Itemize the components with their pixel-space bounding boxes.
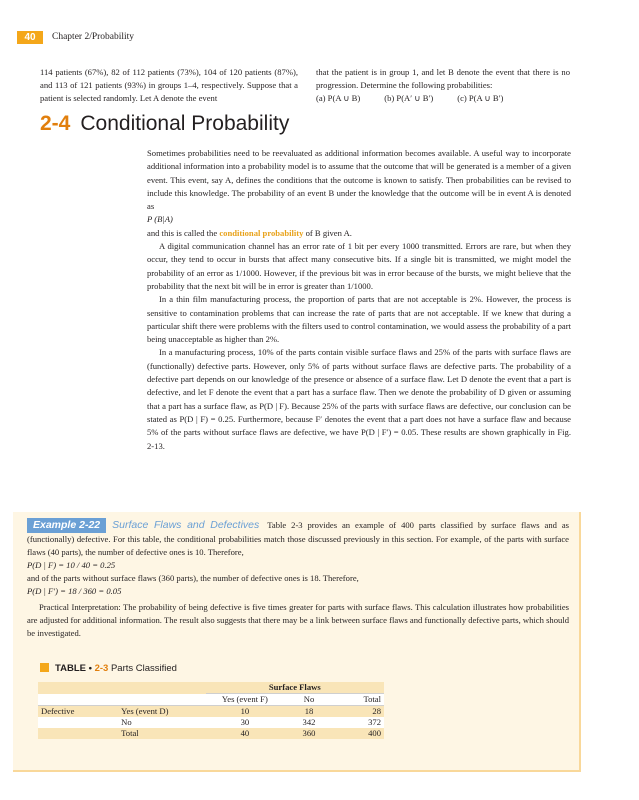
section-body	[147, 147, 571, 453]
key-term: conditional probability	[219, 227, 304, 238]
col-header: No	[303, 694, 315, 704]
example-paragraph: and of the parts without surface flaws (360 parts), the number of defective ones is 18. Therefore,	[27, 573, 359, 583]
group-header: Surface Flaws	[206, 682, 384, 694]
row-label: No	[121, 717, 132, 727]
table-caption-text: Parts Classified	[110, 663, 177, 674]
paragraph	[147, 227, 571, 240]
paragraph: In a thin film manufacturing process, the proportion of parts that are not acceptable is 2%. However, the process is sensitive to contamination problems that can increase the rate of parts that are not acceptable. If we knew that during a particular shift there were problems with the filters used to control contamination, we would assess the probability of a part being unacceptable as higher than 2%.	[147, 294, 571, 345]
table-cell: 372	[368, 717, 381, 727]
problem-item: (b) P(A′ ∪ B′)	[384, 93, 434, 103]
table-label: TABLE •	[55, 663, 92, 674]
paragraph: Sometimes probabilities need to be reevaluated as additional information becomes available. A useful way to incorporate additional information into a probability model is to assume that the outcome that will be generated is a member of a given event. This event, say A, defines the conditions that the outcome is known to satisfy. Then probabilities can be revised to include this knowledge. The probability of an event B under the knowledge that the outcome will be in event A is denoted as	[147, 148, 571, 212]
intro-left-text: 114 patients (67%), 82 of 112 patients (73%), 104 of 120 patients (87%), and 113 of 121 patients (93%) in groups 1–4, respectively. Suppose that a patient is selected randomly. Let A denote the event	[40, 67, 298, 103]
table-caption	[40, 663, 177, 674]
col-header: Total	[363, 694, 381, 704]
table-cell: 28	[372, 706, 381, 716]
table-cell: 30	[240, 717, 250, 727]
paragraph: A digital communication channel has an error rate of 1 bit per every 1000 transmitted. Errors are rare, but when they occur, they tend to occur in bursts that affect many consecutive bits. If a single bit is transmitted, we might model the probability of an error as 1/1000. However, if the previous bit was in error because of the bursts, we might believe that the probability that the next bit will be in error is greater than 1/1000.	[147, 241, 571, 291]
caption-marker	[40, 663, 49, 672]
equation: P(D | F) = 10 / 40 = 0.25	[27, 560, 116, 570]
example-paragraph: Practical Interpretation: The probability of being defective is five times greater for parts with surface flaws. This calculation illustrates how probabilities are adjusted for additional information. The result also suggests that there may be a link between surface flaws and functionally defective parts, which should be investigated.	[27, 602, 569, 638]
example-body	[27, 518, 569, 640]
chapter-title: Chapter 2/Probability	[52, 32, 135, 42]
table-cell: 342	[302, 717, 316, 727]
row-group: Defective	[41, 706, 75, 716]
section-number: 2-4	[40, 112, 71, 135]
table-cell: 18	[304, 706, 314, 716]
row-label: Total	[121, 728, 139, 738]
paragraph: In a manufacturing process, 10% of the parts contain visible surface flaws and 25% of the parts with surface flaws are (functionally) defective parts. However, only 5% of parts without surface flaws are defective parts. The probability of a defective part depends on our knowledge of the presence or absence of a surface flaw. Let D denote the event that a part is defective, and let F denote the event that a part has a surface flaw. Then we denote the probability of D given or assuming that a part has a surface flaw, as P(D | F). Because 25% of the parts with surface flaws are defective, our conclusion can be stated as P(D | F) = 0.25. Furthermore, because F′ denotes the event that a part does not have a surface flaw and because 5% of the parts without surface flaws are defective, we have P(D | F′) = 0.05. These results are shown graphically in Fig. 2-13.	[147, 347, 571, 451]
table-cell: 40	[240, 728, 250, 738]
intro-right-text: that the patient is in group 1, and let B denote the event that there is no progression. Determine the following probabilities:	[316, 67, 570, 90]
example-text: Table 2-3 provides an example of 400 parts classified by surface flaws and as (functionally) defective. For this table, the conditional probabilities match those discussed previously in this section. For example, of the parts with surface flaws (40 parts), the number of defective ones is 10. Therefore,	[27, 520, 569, 557]
text: of B given A.	[305, 227, 352, 238]
example-title: Surface Flaws and Defectives	[112, 519, 260, 531]
col-header: Yes (event F)	[221, 694, 268, 704]
table-col-header-row	[38, 694, 384, 706]
table-cell: 400	[368, 728, 381, 738]
equation: P (B|A)	[147, 214, 173, 225]
section-heading	[40, 111, 289, 137]
parts-table	[38, 682, 384, 739]
table-row	[38, 717, 384, 728]
example-label: Example 2-22	[27, 518, 106, 533]
intro-left-column	[40, 66, 298, 105]
table-cell: 10	[240, 706, 250, 716]
text: and this is called the	[147, 227, 218, 238]
table-row	[38, 728, 384, 739]
page-number: 40	[17, 31, 43, 44]
section-title: Conditional Probability	[80, 112, 290, 135]
problem-item: (c) P(A ∪ B′)	[457, 93, 504, 103]
problem-item: (a) P(A ∪ B)	[316, 93, 361, 103]
table-number: 2-3	[94, 663, 109, 674]
row-group	[38, 728, 118, 739]
example-paragraph	[27, 518, 569, 559]
table-row	[38, 706, 384, 718]
equation: P(D | F′) = 18 / 360 = 0.05	[27, 586, 122, 596]
row-label: Yes (event D)	[121, 706, 169, 716]
row-group	[38, 717, 118, 728]
table-cell: 360	[302, 728, 316, 738]
intro-right-column	[316, 66, 570, 105]
problem-list	[316, 92, 570, 105]
table-header-row	[38, 682, 384, 694]
